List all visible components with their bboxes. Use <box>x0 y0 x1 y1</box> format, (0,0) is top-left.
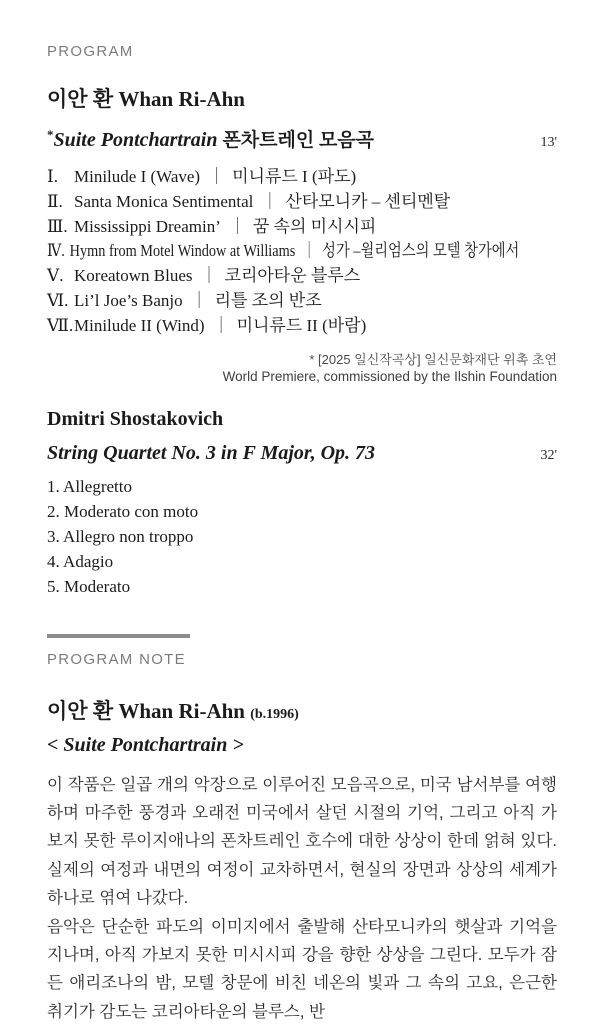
section-divider-rule <box>47 634 190 638</box>
note-paragraph: 이 작품은 일곱 개의 악장으로 이루어진 모음곡으로, 미국 남서부를 여행하며 마주한 풍경과 오래전 미국에서 살던 시절의 기억, 그리고 아직 가보지 못한 루이지애나의 폰차트레인 호수에 대한 상상이 한데 얽혀 있다. 실제의 여정과 내면의 여정이 교차하면서, 현실의 장면과 상상의 세계가 하나로 엮여 나갔다. <box>47 775 557 908</box>
movement-item <box>47 314 557 339</box>
movement-title-en: Minilude I (Wave) <box>74 167 201 186</box>
movement-item <box>47 239 520 264</box>
footnote-korean: * [2025 일신작곡상] 일신문화재단 위촉 초연 <box>309 351 557 367</box>
program-note-body <box>47 771 557 1026</box>
program-note-section-label: PROGRAM NOTE <box>47 650 186 668</box>
movement-title-en: Mississippi Dreamin’ <box>74 216 221 236</box>
movement-title-ko: 리틀 조의 반조 <box>214 290 322 310</box>
separator-bar: ｜ <box>190 290 208 310</box>
footnote-english: World Premiere, commissioned by the Ilshin Foundation <box>222 368 557 384</box>
note-composer-heading <box>47 699 557 727</box>
movement-title-ko: 미니류드 I (파도) <box>232 167 357 186</box>
composer-name-work2: Dmitri Shostakovich <box>47 407 224 430</box>
work2-title: String Quartet No. 3 in F Major, Op. 73 <box>47 441 376 464</box>
movement-title-ko: 꿈 속의 미시시피 <box>252 216 377 236</box>
composer-birth-year: (b.1996) <box>250 706 299 722</box>
movement-item <box>47 190 557 215</box>
movement-title-ko: 성가 –윌리엄스의 모텔 창가에서 <box>322 241 520 261</box>
program-section-label: PROGRAM <box>47 43 134 60</box>
separator-bar: ｜ <box>208 167 226 186</box>
separator-bar: ｜ <box>200 266 218 286</box>
movement-numeral: Ⅱ. <box>47 191 63 211</box>
movement-item: 3. Allegro non troppo <box>47 526 194 546</box>
movement-numeral: Ⅵ. <box>47 290 69 310</box>
composer-name-work1: 이안 환 Whan Ri-Ahn <box>47 87 245 111</box>
work1-title <box>47 122 374 154</box>
separator-bar: ｜ <box>261 191 279 211</box>
movement-title-en: Hymn from Motel Window at Williams <box>69 241 296 261</box>
work1-movement-list <box>47 165 557 339</box>
movement-numeral: Ⅶ. <box>47 315 74 335</box>
movement-item <box>47 289 557 314</box>
separator-bar: ｜ <box>228 216 246 236</box>
note-work-title: < Suite Pontchartrain > <box>47 733 244 756</box>
movement-numeral: Ⅲ. <box>47 216 68 236</box>
movement-item: 4. Adagio <box>47 552 114 572</box>
movement-item <box>47 264 557 289</box>
separator-bar: ｜ <box>212 315 230 335</box>
movement-numeral: Ⅳ. <box>47 241 65 261</box>
work1-duration: 13' <box>540 135 557 150</box>
work2-title-row <box>47 440 557 469</box>
movement-title-ko: 코리아타운 블루스 <box>224 266 361 286</box>
work1-title-row <box>47 122 557 156</box>
movement-item <box>47 165 557 190</box>
work1-title-ko: 폰차트레인 모음곡 <box>222 130 375 151</box>
movement-title-en: Minilude II (Wind) <box>74 315 205 335</box>
work2-duration: 32' <box>540 447 557 463</box>
work1-title-en: Suite Pontchartrain <box>53 129 218 151</box>
work2-movement-list <box>47 474 557 600</box>
movement-title-ko: 산타모니카 – 센티멘탈 <box>285 191 451 211</box>
movement-item: 5. Moderato <box>47 577 131 597</box>
note-paragraph: 음악은 단순한 파도의 이미지에서 출발해 산타모니카의 햇살과 기억을 지나며, 아직 가보지 못한 미시시피 강을 향한 상상을 그린다. 모두가 잠든 애리조나의 밤, 모텔 창문에 비친 네온의 빛과 그 속의 고요, 은근한 취기가 감도는 코리아타운의 블루스, 반 <box>47 917 557 1021</box>
movement-title-en: Santa Monica Sentimental <box>74 191 254 211</box>
movement-title-ko: 미니류드 II (바람) <box>236 315 367 335</box>
movement-item <box>47 215 557 240</box>
premiere-footnote <box>47 351 557 385</box>
movement-item: 1. Allegretto <box>47 476 132 496</box>
movement-title-en: Li’l Joe’s Banjo <box>74 290 183 310</box>
movement-item: 2. Moderato con moto <box>47 501 199 521</box>
separator-bar: ｜ <box>302 241 317 261</box>
movement-numeral: Ⅰ. <box>47 167 58 186</box>
movement-title-en: Koreatown Blues <box>74 266 193 286</box>
note-composer-name: 이안 환 Whan Ri-Ahn <box>47 698 245 723</box>
premiere-asterisk: * <box>47 127 54 142</box>
movement-numeral: Ⅴ. <box>47 266 64 286</box>
